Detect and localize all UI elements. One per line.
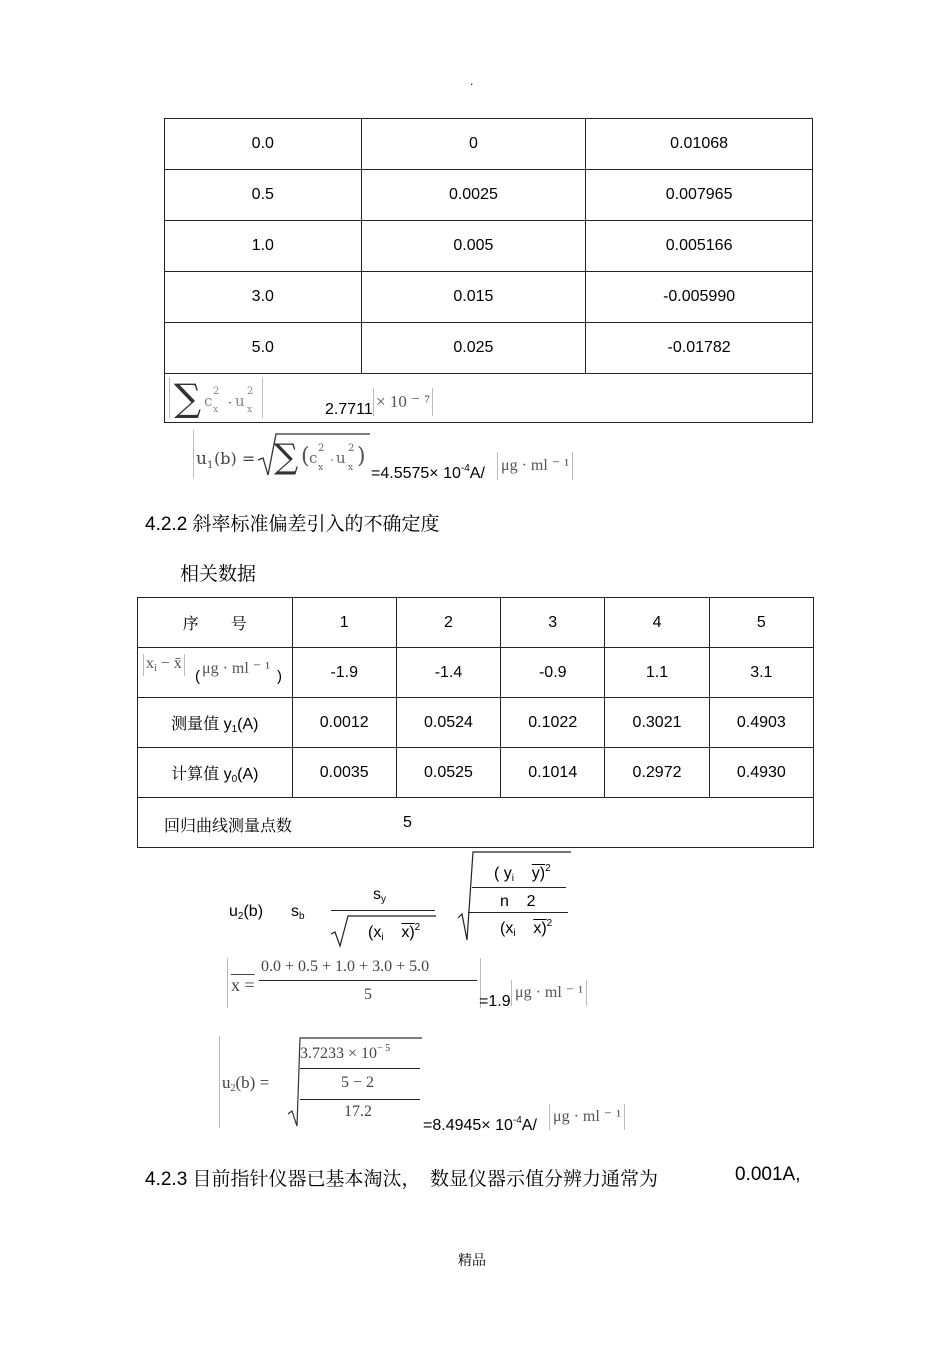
- svg-text:x: x: [348, 463, 354, 473]
- sum-formula-glyph: [170, 378, 262, 418]
- u2-arg: (b): [243, 903, 264, 920]
- table2-header-cell: 3: [501, 598, 605, 648]
- sum-value: 2.7711: [325, 401, 373, 418]
- u2-calc-num-exp: − 5: [377, 1043, 391, 1054]
- u2-calc-lhs: $u_2(b)$ =: [222, 1073, 270, 1094]
- points-label: 回归曲线测量点数: [164, 818, 293, 835]
- u2-lhs: [229, 903, 263, 922]
- table2-value-cell: 0.4903: [709, 698, 813, 748]
- u2-calc-den: 17.2: [344, 1103, 372, 1120]
- svg-text:(b) =: (b) =: [214, 449, 256, 468]
- table2-value-cell: 0.3021: [605, 698, 709, 748]
- xbar-formula-image: [227, 958, 481, 1008]
- table1-cell: 5.0: [165, 323, 362, 374]
- sum-row: [165, 374, 813, 423]
- xbar-unit-image: μg · ml ⁻ ¹: [511, 980, 587, 1006]
- u2-calc-outer-bar: [300, 1099, 420, 1100]
- page-footer: 精品: [458, 1252, 486, 1268]
- table2-value-cell: 0.2972: [605, 748, 709, 798]
- table1-cell: -0.005990: [586, 272, 813, 323]
- yi-sub: i: [511, 873, 515, 884]
- u2-calc-image: [219, 1036, 424, 1128]
- table1-row: [165, 323, 813, 374]
- u1-unit-image: μg · ml ⁻ ¹: [497, 452, 573, 480]
- deviation-unit: μg · ml ⁻ ¹: [202, 660, 271, 677]
- table2-value-cell: 0.4930: [709, 748, 813, 798]
- yi-term: ( y: [494, 865, 512, 882]
- u2-calc-inner-bar: [300, 1068, 420, 1069]
- table2-header-cell: 4: [605, 598, 709, 648]
- sum-formula-image: [169, 378, 263, 418]
- table2-deviation-row: [138, 648, 814, 698]
- sy-outer-bar: [468, 912, 568, 913]
- xbar-numerator: 0.0 + 0.5 + 1.0 + 3.0 + 5.0: [261, 958, 430, 975]
- table2-value-cell: 0.1022: [501, 698, 605, 748]
- deviation-label-cell: [138, 648, 293, 698]
- svg-text:∑: ∑: [274, 437, 299, 477]
- measured-unit: (A): [237, 715, 259, 733]
- xbar-result: =1.9: [479, 993, 511, 1010]
- table2-value-cell: -1.9: [292, 648, 396, 698]
- u1-exponent: -4: [460, 463, 470, 474]
- table1-cell: 0.007965: [586, 170, 813, 221]
- points-cell: [138, 798, 814, 848]
- page-header-mark: .: [470, 74, 474, 88]
- u2-symbol: u: [229, 903, 238, 920]
- u1-unit-suffix: A/: [469, 465, 485, 482]
- sb-denominator: [368, 922, 420, 943]
- u2-result-suffix: A/: [521, 1117, 537, 1134]
- table1-cell: 0.005166: [586, 221, 813, 272]
- table1-cell: 0.015: [361, 272, 586, 323]
- ybar-square: 2: [545, 863, 551, 874]
- xbar-fraction-bar: [259, 980, 477, 981]
- table2-header-row: [138, 598, 814, 648]
- table2-header-cell: 1: [292, 598, 396, 648]
- table2-value-cell: 0.0012: [292, 698, 396, 748]
- sy-letter: s: [373, 886, 381, 903]
- xbar-denominator: 5: [364, 986, 372, 1003]
- table2-header-cell: 2: [396, 598, 500, 648]
- svg-text:1: 1: [207, 460, 214, 471]
- sy-symbol: [373, 886, 386, 905]
- svg-text:2: 2: [318, 443, 325, 454]
- xi-sub-2: i: [513, 928, 516, 939]
- u2-calc-mid: 5 − 2: [341, 1074, 375, 1091]
- u1-formula-image: [193, 430, 374, 478]
- points-value: 5: [403, 814, 412, 831]
- table2-calc-row: [138, 748, 814, 798]
- table1-row: [165, 221, 813, 272]
- table2-value-cell: 0.0524: [396, 698, 500, 748]
- table1-cell: 0.0025: [361, 170, 586, 221]
- xbar-lhs: x =: [231, 975, 255, 995]
- xbar-term: x): [401, 924, 415, 941]
- ybar-term: y): [531, 865, 546, 882]
- table2-measured-row: [138, 698, 814, 748]
- u2-sub: 2: [237, 911, 244, 922]
- svg-text:2: 2: [213, 386, 220, 397]
- svg-text:2: 2: [247, 386, 254, 397]
- table2-header-cell: 5: [709, 598, 813, 648]
- section-423-text: 4.2.3 目前指针仪器已基本淘汰， 数显仪器示值分辨力通常为: [145, 1169, 659, 1190]
- svg-text:∑: ∑: [174, 378, 202, 418]
- table2-value-cell: 0.0525: [396, 748, 500, 798]
- u2-calc-num: [300, 1043, 390, 1063]
- sb-letter: s: [291, 903, 299, 920]
- measured-label-cell: [138, 698, 293, 748]
- svg-text:x: x: [318, 463, 324, 473]
- table1-row: [165, 272, 813, 323]
- table2-value-cell: 0.1014: [501, 748, 605, 798]
- calc-label: 计算值: [171, 765, 220, 783]
- sy-denominator: [500, 918, 552, 939]
- u2-calc-num-text: 3.7233 × 10: [300, 1045, 378, 1062]
- table1-cell: 0.025: [361, 323, 586, 374]
- table1-row: [165, 170, 813, 221]
- table1-row: [165, 119, 813, 170]
- calc-symbol: y: [223, 765, 232, 783]
- table2-points-row: [138, 798, 814, 848]
- measured-label: 测量值: [171, 715, 220, 733]
- deviation-unit-open: (: [195, 668, 200, 685]
- sy-inner-bar: [472, 887, 566, 888]
- u2-result-value: =8.4945× 10: [423, 1117, 513, 1134]
- svg-text:c: c: [309, 449, 318, 467]
- svg-text:u: u: [336, 449, 346, 467]
- n-minus-2: n 2: [500, 893, 536, 910]
- section-422-subtitle: 相关数据: [180, 564, 257, 585]
- sy-numerator: [494, 863, 551, 884]
- sb-sub: b: [299, 911, 305, 922]
- svg-text:2: 2: [348, 443, 355, 454]
- table1-cell: 0.0: [165, 119, 362, 170]
- calc-sub: 0: [231, 773, 238, 785]
- regression-data-table: [137, 597, 814, 848]
- section-423-value: 0.001A,: [735, 1164, 801, 1185]
- u2-result-exp: -4: [512, 1115, 522, 1126]
- calc-unit: (A): [237, 765, 259, 783]
- u2-unit-image: μg · ml ⁻ ¹: [549, 1104, 625, 1130]
- svg-text:c: c: [204, 392, 213, 410]
- measured-sub: 1: [231, 723, 238, 735]
- sensitivity-table: [164, 118, 813, 423]
- xi-term-2: (x: [500, 920, 514, 937]
- table1-cell: -0.01782: [586, 323, 813, 374]
- deviation-unit-close: ): [277, 668, 282, 685]
- table2-value-cell: -0.9: [501, 648, 605, 698]
- table2-value-cell: 3.1: [709, 648, 813, 698]
- sy-sub: y: [381, 894, 386, 905]
- xbar-term-2: x): [533, 920, 547, 937]
- svg-text:x: x: [213, 405, 219, 415]
- u1-result: [371, 463, 485, 483]
- xi-term: (x: [368, 924, 382, 941]
- svg-text:·: ·: [228, 396, 232, 410]
- u1-result-value: =4.5575× 10: [371, 465, 461, 482]
- table2-header-cell: 序 号: [138, 598, 293, 648]
- svg-text:): ): [357, 444, 366, 469]
- xbar-square-2: 2: [546, 918, 553, 929]
- u1-formula-glyph: [194, 430, 374, 478]
- svg-text:x: x: [247, 405, 253, 415]
- xbar-square: 2: [414, 922, 421, 933]
- table1-cell: 0.01068: [586, 119, 813, 170]
- u2-result: [423, 1115, 537, 1135]
- svg-text:u: u: [196, 449, 207, 469]
- svg-text:(: (: [301, 444, 310, 469]
- sb-symbol: [291, 903, 305, 922]
- table1-cell: 3.0: [165, 272, 362, 323]
- table2-value-cell: 0.0035: [292, 748, 396, 798]
- calc-label-cell: [138, 748, 293, 798]
- sum-exponent-image: × 10 ⁻ ⁷: [373, 388, 433, 416]
- table1-cell: 0: [361, 119, 586, 170]
- table1-cell: 0.5: [165, 170, 362, 221]
- table1-cell: 0.005: [361, 221, 586, 272]
- svg-text:u: u: [235, 392, 245, 410]
- table1-cell: 1.0: [165, 221, 362, 272]
- table2-value-cell: -1.4: [396, 648, 500, 698]
- deviation-symbol-image: $x_i$ − x̄: [143, 654, 185, 676]
- section-422-title: 4.2.2 斜率标准偏差引入的不确定度: [145, 514, 440, 535]
- xi-sub: i: [381, 932, 384, 943]
- sum-cell: [165, 374, 813, 423]
- svg-text:·: ·: [330, 452, 334, 466]
- table2-value-cell: 1.1: [605, 648, 709, 698]
- measured-symbol: y: [223, 715, 232, 733]
